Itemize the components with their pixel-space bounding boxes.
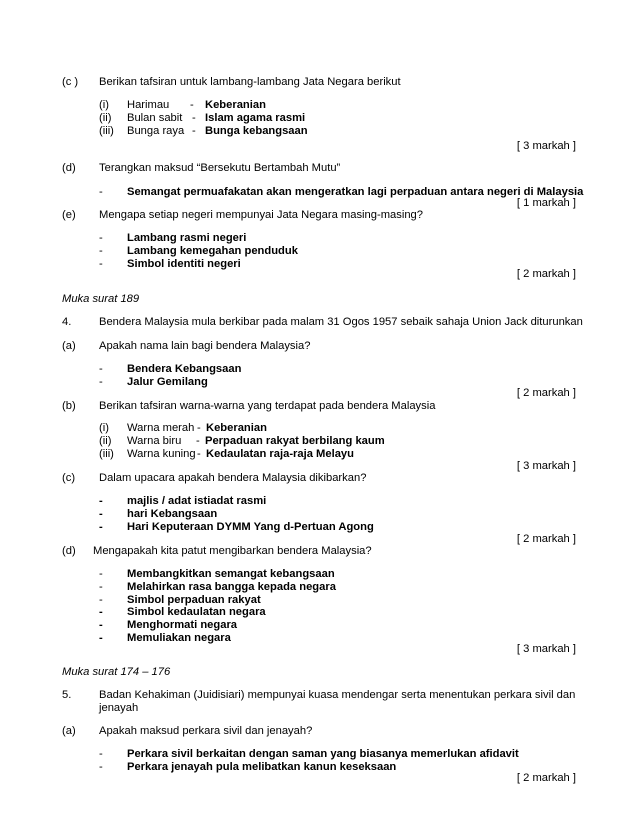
item-number: (ii) [99,112,112,124]
item-answer: Keberanian [205,99,266,111]
answer-bullet: - [99,495,103,507]
marks-label: [ 2 markah ] [516,387,576,399]
answer-text: hari Kebangsaan [127,508,218,520]
question-text: Terangkan maksud “Bersekutu Bertambah Mutu” [99,162,341,174]
question-label: (c) [62,472,76,484]
answer-text: Membangkitkan semangat kebangsaan [127,568,335,580]
question-text: Dalam upacara apakah bendera Malaysia dikibarkan? [99,472,367,484]
answer-bullet: - [99,632,103,644]
question-text: Mengapakah kita patut mengibarkan bendera Malaysia? [93,545,372,557]
answer-bullet: - [99,568,103,580]
marks-label: [ 2 markah ] [516,533,576,545]
item-term: Harimau [127,99,170,111]
answer-bullet: - [99,363,103,375]
item-number: (i) [99,99,109,111]
question-text: Apakah nama lain bagi bendera Malaysia? [99,340,311,352]
item-dash: - [190,99,194,111]
question-number: 4. [62,316,72,328]
answer-text: Menghormati negara [127,619,238,631]
answer-bullet: - [99,258,103,270]
answer-text: Simbol perpaduan rakyat [127,594,261,606]
page-reference: Muka surat 189 [62,293,140,305]
item-answer: Bunga kebangsaan [205,125,308,137]
answer-bullet: - [99,594,103,606]
marks-label: [ 2 markah ] [516,268,576,280]
marks-label: [ 2 markah ] [516,772,576,784]
marks-label: [ 3 markah ] [516,460,576,472]
answer-text: Jalur Gemilang [127,376,208,388]
answer-text: Simbol identiti negeri [127,258,241,270]
question-label: (d) [62,545,76,557]
answer-bullet: - [99,376,103,388]
answer-bullet: - [99,508,103,520]
answer-bullet: - [99,761,103,773]
answer-text: Bendera Kebangsaan [127,363,242,375]
question-label: (d) [62,162,76,174]
marks-label: [ 3 markah ] [516,643,576,655]
answer-bullet: - [99,186,103,198]
question-text: Berikan tafsiran warna-warna yang terdapat pada bendera Malaysia [99,400,436,412]
answer-bullet: - [99,606,103,618]
answer-text: Hari Keputeraan DYMM Yang d-Pertuan Agong [127,521,374,533]
answer-bullet: - [99,245,103,257]
item-number: (i) [99,422,109,434]
item-answer: Islam agama rasmi [205,112,306,124]
answer-bullet: - [99,521,103,533]
question-label: (a) [62,340,76,352]
question-stem: Bendera Malaysia mula berkibar pada malam 31 Ogos 1957 sebaik sahaja Union Jack diturunkan [99,316,583,328]
item-dash: - [196,435,200,447]
question-label: (c ) [62,76,79,88]
item-answer: Keberanian [206,422,267,434]
item-number: (ii) [99,435,112,447]
question-stem-line2: jenayah [99,702,139,714]
item-number: (iii) [99,125,114,137]
item-dash: - [197,448,201,460]
answer-bullet: - [99,748,103,760]
marks-label: [ 1 markah ] [516,197,576,209]
item-number: (iii) [99,448,114,460]
question-text: Mengapa setiap negeri mempunyai Jata Negara masing-masing? [99,209,423,221]
question-label: (e) [62,209,76,221]
question-label: (b) [62,400,76,412]
question-label: (a) [62,725,76,737]
answer-text: majlis / adat istiadat rasmi [127,495,267,507]
answer-text: Simbol kedaulatan negara [127,606,266,618]
item-term: Warna biru [127,435,182,447]
marks-label: [ 3 markah ] [516,140,576,152]
answer-text: Lambang rasmi negeri [127,232,247,244]
item-answer: Kedaulatan raja-raja Melayu [206,448,354,460]
answer-text: Perkara sivil berkaitan dengan saman yang biasanya memerlukan afidavit [127,748,519,760]
item-answer: Perpaduan rakyat berbilang kaum [205,435,385,447]
answer-text: Lambang kemegahan penduduk [127,245,298,257]
question-text: Apakah maksud perkara sivil dan jenayah? [99,725,313,737]
item-term: Warna kuning [127,448,196,460]
item-term: Warna merah [127,422,195,434]
question-stem-line1: Badan Kehakiman (Juidisiari) mempunyai kuasa mendengar serta menentukan perkara sivil dan [99,689,576,701]
question-text: Berikan tafsiran untuk lambang-lambang Jata Negara berikut [99,76,401,88]
answer-text: Melahirkan rasa bangga kepada negara [127,581,336,593]
item-dash: - [192,125,196,137]
answer-text: Perkara jenayah pula melibatkan kanun keseksaan [127,761,397,773]
answer-text: Semangat permuafakatan akan mengeratkan lagi perpaduan antara negeri di Malaysia [127,186,584,198]
answer-bullet: - [99,619,103,631]
page-reference: Muka surat 174 – 176 [62,666,171,678]
answer-bullet: - [99,581,103,593]
answer-bullet: - [99,232,103,244]
question-number: 5. [62,689,72,701]
item-dash: - [192,112,196,124]
item-term: Bulan sabit [127,112,183,124]
item-term: Bunga raya [127,125,185,137]
answer-text: Memuliakan negara [127,632,231,644]
item-dash: - [197,422,201,434]
